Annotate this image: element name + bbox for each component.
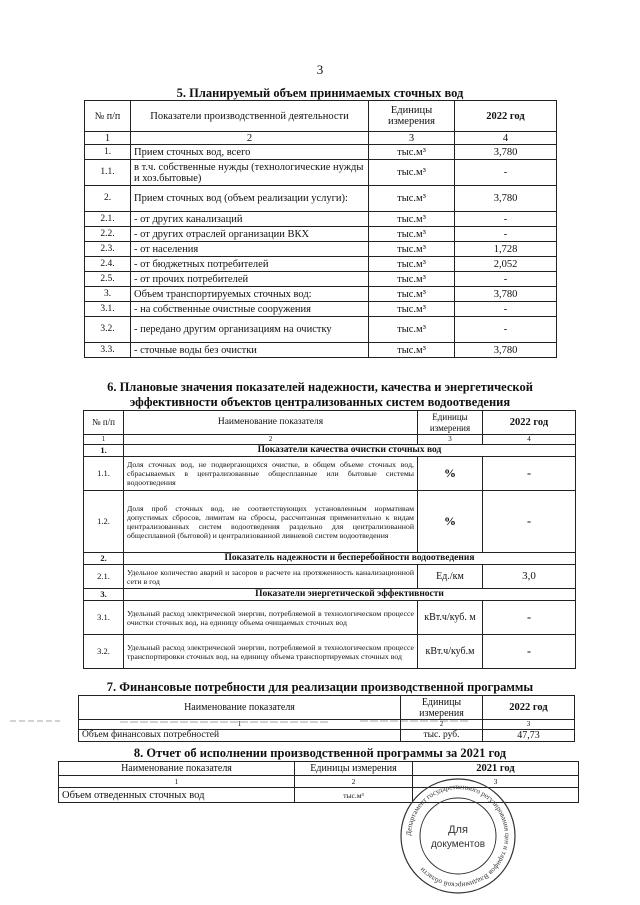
row-value: - (455, 160, 557, 186)
table-row (84, 565, 576, 589)
row-num: 1.2. (84, 491, 124, 553)
row-name: Доля проб сточных вод, не соответствующих установленным нормативам допустимых сбросов, лимитам на сбросы, рассчитанная применительно к видам централизованных систем водоотведения раздельно для централизованной общесплавной (бытовой) и централизованной ливневой систем водоотведения (124, 491, 418, 553)
group-title: Показатели качества очистки сточных вод (124, 445, 576, 457)
col-number: 2 (295, 776, 413, 788)
row-value: - (455, 272, 557, 287)
row-unit: кВт.ч/куб.м (418, 635, 483, 669)
header-indicator: Наименование показателя (59, 762, 295, 776)
row-name: - от прочих потребителей (131, 272, 369, 287)
row-name: Удельный расход электрической энергии, потребляемой в технологическом процессе транспортировки сточных вод, на единицу объема транспортируемых сточных вод (124, 635, 418, 669)
row-name: Объем транспортируемых сточных вод: (131, 287, 369, 302)
row-name: Объем финансовых потребностей (79, 730, 401, 742)
svg-text:Департамент государственного р (405, 783, 511, 889)
section7-title: 7. Финансовые потребности для реализации производственной программы (106, 680, 534, 694)
row-unit: % (418, 491, 483, 553)
row-name: - от других отраслей организации ВКХ (131, 227, 369, 242)
row-value: - (455, 212, 557, 227)
header-year: 2022 год (455, 101, 557, 132)
row-num: 3. (85, 287, 131, 302)
table-row (85, 343, 557, 358)
table-row (85, 317, 557, 343)
col-number: 3 (483, 720, 575, 730)
row-value: - (483, 491, 576, 553)
row-num: 2.3. (85, 242, 131, 257)
col-number: 2 (124, 435, 418, 445)
section5-table (84, 100, 557, 358)
row-unit: тыс.м³ (369, 302, 455, 317)
col-number: 1 (79, 720, 401, 730)
row-num: 2.2. (85, 227, 131, 242)
table-row (85, 302, 557, 317)
table-row (85, 257, 557, 272)
table-row (84, 635, 576, 669)
official-stamp (398, 776, 518, 896)
row-name: - сточные воды без очистки (131, 343, 369, 358)
col-number: 4 (455, 132, 557, 145)
row-num: 1.1. (84, 457, 124, 491)
row-unit: Ед./км (418, 565, 483, 589)
group-header-row (84, 589, 576, 601)
row-unit: тыс.м³ (369, 257, 455, 272)
header-unit: Единицы измерения (418, 411, 483, 435)
row-value: 3,0 (483, 565, 576, 589)
col-number: 2 (401, 720, 483, 730)
row-num: 3.1. (85, 302, 131, 317)
row-unit: тыс.м³ (295, 788, 413, 803)
table-row (84, 491, 576, 553)
row-name: Доля сточных вод, не подвергающихся очистке, в общем объеме сточных вод, сбрасываемых в централизованные общесплавные или бытовые системы водоотведения (124, 457, 418, 491)
stamp-inner-text-1: Для (448, 824, 468, 836)
row-name: Объем отведенных сточных вод (59, 788, 295, 803)
row-name: в т.ч. собственные нужды (технологические нужды и хоз.бытовые) (131, 160, 369, 186)
row-num: 2.4. (85, 257, 131, 272)
header-year: 2021 год (413, 762, 579, 776)
row-name: Удельное количество аварий и засоров в расчете на протяженность канализационной сети в год (124, 565, 418, 589)
row-value: 1,728 (455, 242, 557, 257)
row-name: Прием сточных вод, всего (131, 145, 369, 160)
section8-title: 8. Отчет об исполнении производственной программы за 2021 год (133, 746, 507, 760)
row-name: Удельный расход электрической энергии, потребляемой в технологическом процессе очистки сточных вод, на единицу объема очищаемых сточных вод (124, 601, 418, 635)
table-row (85, 227, 557, 242)
group-num: 1. (84, 445, 124, 457)
row-name: - от других канализаций (131, 212, 369, 227)
header-year: 2022 год (483, 696, 575, 720)
row-num: 1. (85, 145, 131, 160)
row-value: 3,780 (455, 343, 557, 358)
row-num: 3.3. (85, 343, 131, 358)
row-name: Прием сточных вод (объем реализации услуги): (131, 186, 369, 212)
header-num: № п/п (85, 101, 131, 132)
page-number: 3 (316, 62, 324, 77)
row-unit: тыс.м³ (369, 160, 455, 186)
row-value: - (483, 635, 576, 669)
section6-table (83, 410, 576, 669)
table-row (84, 601, 576, 635)
row-value: - (455, 302, 557, 317)
row-unit: % (418, 457, 483, 491)
row-value: - (455, 317, 557, 343)
header-unit: Единицы измерения (369, 101, 455, 132)
group-header-row (84, 553, 576, 565)
row-value: 3,780 (455, 145, 557, 160)
header-indicator: Наименование показателя (124, 411, 418, 435)
row-num: 2.5. (85, 272, 131, 287)
row-num: 3.2. (85, 317, 131, 343)
row-unit: тыс.м³ (369, 242, 455, 257)
section6-title-line1: 6. Плановые значения показателей надежности, качества и энергетической (107, 380, 533, 394)
group-num: 3. (84, 589, 124, 601)
row-value: 3,780 (455, 186, 557, 212)
table-row (84, 457, 576, 491)
row-unit: тыс.м³ (369, 343, 455, 358)
row-value: - (483, 601, 576, 635)
stamp-inner-text-2: документов (430, 839, 486, 850)
row-num: 2.1. (85, 212, 131, 227)
col-number: 1 (85, 132, 131, 145)
row-num: 3.1. (84, 601, 124, 635)
row-value: - (455, 227, 557, 242)
row-name: - от населения (131, 242, 369, 257)
row-unit: тыс.м³ (369, 145, 455, 160)
header-indicator: Наименование показателя (79, 696, 401, 720)
row-unit: тыс.м³ (369, 227, 455, 242)
row-unit: тыс.м³ (369, 212, 455, 227)
col-number: 1 (59, 776, 295, 788)
table-row (85, 186, 557, 212)
row-num: 2. (85, 186, 131, 212)
header-unit: Единицы измерения (401, 696, 483, 720)
section5-title: 5. Планируемый объем принимаемых сточных вод (176, 86, 464, 100)
row-unit: тыс.м³ (369, 186, 455, 212)
header-year: 2022 год (483, 411, 576, 435)
table-row (85, 242, 557, 257)
row-name: - передано другим организациям на очистку (131, 317, 369, 343)
section6-title-line2: эффективности объектов централизованных систем водоотведения (129, 395, 511, 409)
header-num: № п/п (84, 411, 124, 435)
table-row (85, 160, 557, 186)
group-header-row (84, 445, 576, 457)
row-value: - (483, 457, 576, 491)
table-row (85, 212, 557, 227)
row-num: 3.2. (84, 635, 124, 669)
table-row (85, 287, 557, 302)
row-unit: тыс.м³ (369, 317, 455, 343)
row-value: 3,780 (455, 287, 557, 302)
row-value: 47,73 (483, 730, 575, 742)
table-row (85, 145, 557, 160)
row-unit: тыс. руб. (401, 730, 483, 742)
col-number: 4 (483, 435, 576, 445)
row-name: - от бюджетных потребителей (131, 257, 369, 272)
row-num: 1.1. (85, 160, 131, 186)
row-unit: тыс.м³ (369, 287, 455, 302)
row-unit: кВт.ч/куб. м (418, 601, 483, 635)
col-number: 1 (84, 435, 124, 445)
row-name: - на собственные очистные сооружения (131, 302, 369, 317)
header-unit: Единицы измерения (295, 762, 413, 776)
col-number: 3 (369, 132, 455, 145)
section7-table (78, 695, 575, 742)
row-value: 2,052 (455, 257, 557, 272)
col-number: 3 (418, 435, 483, 445)
group-title: Показатель надежности и бесперебойности водоотведения (124, 553, 576, 565)
row-unit: тыс.м³ (369, 272, 455, 287)
col-number: 3 (413, 776, 579, 788)
col-number: 2 (131, 132, 369, 145)
header-indicator: Показатели производственной деятельности (131, 101, 369, 132)
row-num: 2.1. (84, 565, 124, 589)
group-num: 2. (84, 553, 124, 565)
table-row (85, 272, 557, 287)
stamp-ring-text: Департамент государственного регулирования цен и тарифов Владимирской области (404, 782, 512, 890)
group-title: Показатели энергетической эффективности (124, 589, 576, 601)
